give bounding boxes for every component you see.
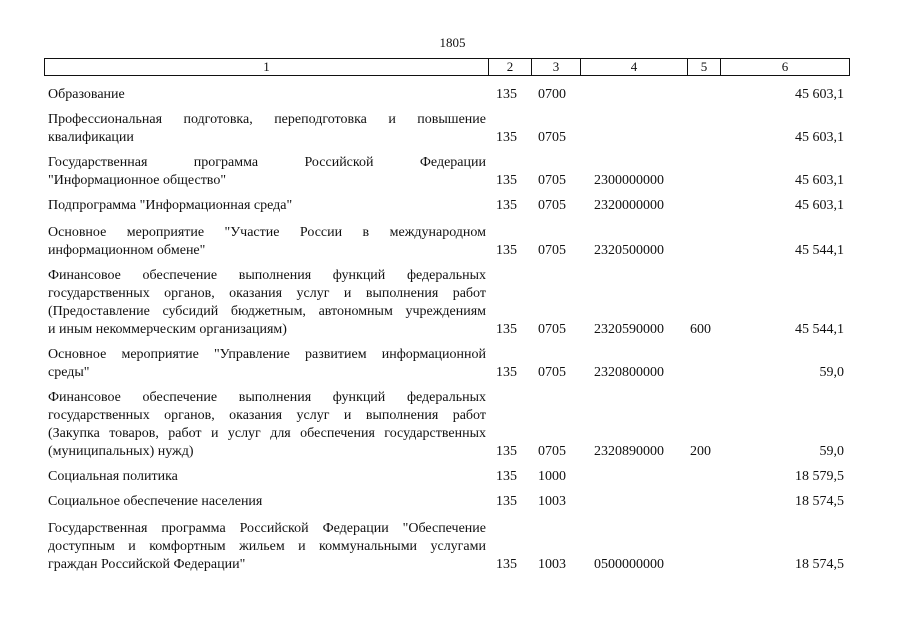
column-3-value: 0705 [538, 322, 566, 337]
row-description [48, 86, 486, 104]
column-3-value: 0705 [538, 173, 566, 188]
row-description-line: Социальная политика [48, 469, 178, 484]
row-description [48, 346, 486, 382]
column-2-value: 135 [496, 130, 517, 145]
column-3-value: 0700 [538, 87, 566, 102]
column-4-value: 2320800000 [594, 365, 664, 380]
row-description [48, 493, 486, 511]
column-2-value: 135 [496, 87, 517, 102]
row-description [48, 267, 486, 339]
column-4-value: 2320000000 [594, 198, 664, 213]
column-3-value: 0705 [538, 365, 566, 380]
row-description-line: (муниципальных) нужд) [48, 444, 194, 459]
column-header-5: 5 [688, 59, 721, 76]
column-6-value: 45 603,1 [795, 198, 844, 213]
column-2-value: 135 [496, 444, 517, 459]
row-description-line: Финансовое обеспечение выполнения функций федеральных [48, 268, 486, 283]
column-2-value: 135 [496, 198, 517, 213]
column-4-value: 2300000000 [594, 173, 664, 188]
row-description-line: Профессиональная подготовка, переподготовка и повышение [48, 112, 486, 127]
row-description-line: "Информационное общество" [48, 173, 227, 188]
column-2-value: 135 [496, 469, 517, 484]
column-6-value: 59,0 [819, 365, 844, 380]
column-header-1: 1 [45, 59, 489, 76]
row-description-line: среды" [48, 365, 90, 380]
column-4-value: 0500000000 [594, 557, 664, 572]
column-4-value: 2320890000 [594, 444, 664, 459]
column-6-value: 45 544,1 [795, 322, 844, 337]
row-description-line: Основное мероприятие "Управление развитием информационной [48, 347, 486, 362]
column-5-value: 200 [690, 444, 711, 459]
row-description-line: квалификации [48, 130, 134, 145]
row-description [48, 154, 486, 190]
row-description-line: Основное мероприятие "Участие России в международном [48, 225, 486, 240]
column-4-value: 2320590000 [594, 322, 664, 337]
row-description-line: Финансовое обеспечение выполнения функций федеральных [48, 390, 486, 405]
row-description [48, 111, 486, 147]
row-description-line: информационном обмене" [48, 243, 206, 258]
row-description-line: Государственная программа Российской Федерации "Обеспечение [48, 521, 486, 536]
column-2-value: 135 [496, 173, 517, 188]
row-description-line: граждан Российской Федерации" [48, 557, 246, 572]
column-6-value: 45 544,1 [795, 243, 844, 258]
column-6-value: 45 603,1 [795, 173, 844, 188]
column-3-value: 1000 [538, 469, 566, 484]
column-6-value: 59,0 [819, 444, 844, 459]
row-description-line: доступным и комфортным жильем и коммунальными услугами [48, 539, 486, 554]
row-description-line: государственных органов, оказания услуг и выполнения работ [48, 286, 486, 301]
row-description-line: Подпрограмма "Информационная среда" [48, 198, 293, 213]
row-description [48, 389, 486, 461]
row-description [48, 197, 486, 215]
column-4-value: 2320500000 [594, 243, 664, 258]
row-description [48, 468, 486, 486]
column-3-value: 1003 [538, 557, 566, 572]
column-header-2: 2 [489, 59, 532, 76]
column-2-value: 135 [496, 322, 517, 337]
row-description-line: и иным некоммерческим организациям) [48, 322, 287, 337]
column-3-value: 0705 [538, 243, 566, 258]
row-description [48, 520, 486, 574]
column-6-value: 18 574,5 [795, 494, 844, 509]
row-description-line: Государственная программа Российской Федерации [48, 155, 486, 170]
column-6-value: 18 579,5 [795, 469, 844, 484]
column-5-value: 600 [690, 322, 711, 337]
column-2-value: 135 [496, 557, 517, 572]
column-header-6: 6 [721, 59, 850, 76]
column-3-value: 1003 [538, 494, 566, 509]
column-2-value: 135 [496, 365, 517, 380]
row-description-line: (Закупка товаров, работ и услуг для обеспечения государственных [48, 426, 486, 441]
column-6-value: 45 603,1 [795, 130, 844, 145]
column-6-value: 18 574,5 [795, 557, 844, 572]
column-2-value: 135 [496, 243, 517, 258]
column-2-value: 135 [496, 494, 517, 509]
column-3-value: 0705 [538, 198, 566, 213]
row-description [48, 224, 486, 260]
column-3-value: 0705 [538, 130, 566, 145]
column-3-value: 0705 [538, 444, 566, 459]
row-description-line: Социальное обеспечение населения [48, 494, 263, 509]
column-header-4: 4 [581, 59, 688, 76]
page-number: 1805 [439, 35, 466, 50]
row-description-line: (Предоставление субсидий бюджетным, автономным учреждениям [48, 304, 486, 319]
row-description-line: государственных органов, оказания услуг и выполнения работ [48, 408, 486, 423]
column-header-3: 3 [532, 59, 581, 76]
column-6-value: 45 603,1 [795, 87, 844, 102]
row-description-line: Образование [48, 87, 125, 102]
